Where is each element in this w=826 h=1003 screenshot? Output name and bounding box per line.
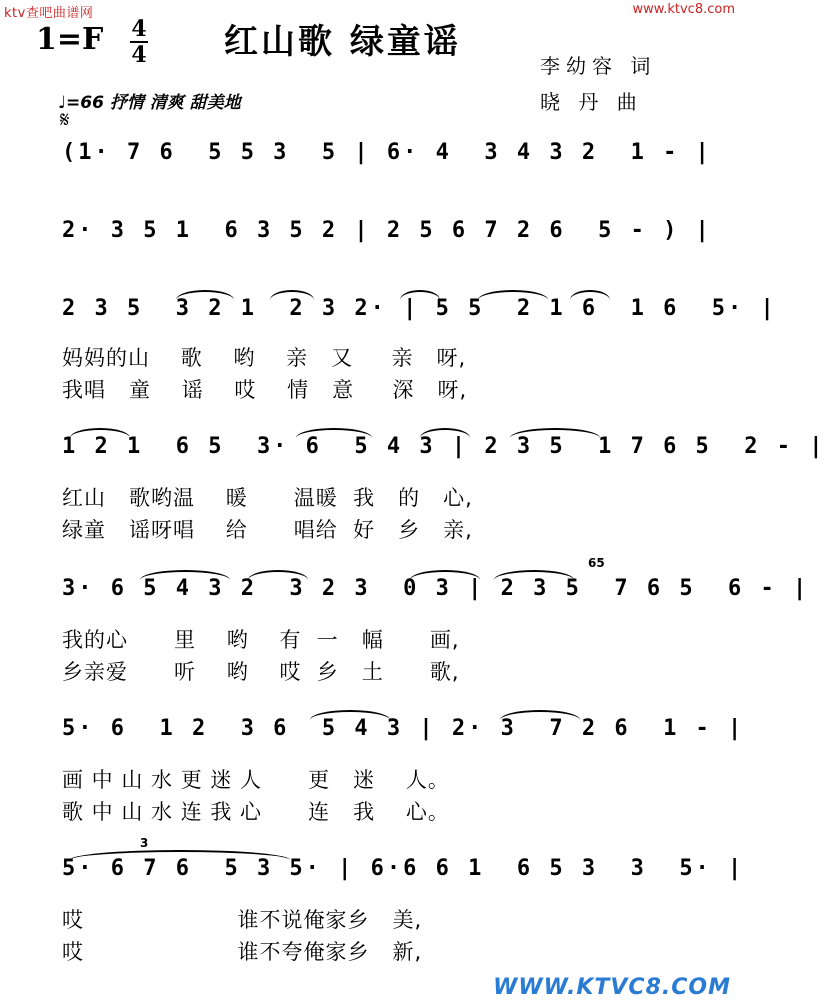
triplet-mark: 3	[140, 836, 149, 850]
lyricist-credit: 李幼容 词	[540, 54, 657, 78]
score-line-7-notes: 5· 6 7 6 5 3 5· | 6·6 6 1 6 5 3 3 5· |	[62, 856, 745, 881]
lyric-line-5-verse-1: 我的心 里 哟 有 一 幅 画,	[62, 628, 460, 652]
score-line-6-notes: 5· 6 1 2 3 6 5 4 3 | 2· 3 7 2 6 1 - |	[62, 716, 745, 741]
song-title: 红山歌 绿童谣	[224, 22, 461, 62]
slur	[296, 428, 372, 438]
watermark-top-left: ktv查吧曲谱网	[4, 6, 94, 21]
slur	[478, 290, 548, 300]
time-signature-bottom: 4	[131, 42, 147, 68]
tempo-marking: ♩=66 抒情 清爽 甜美地	[58, 93, 241, 113]
score-line-5-notes: 3· 6 5 4 3 2 3 2 3 0 3 | 2 3 5 7 6 5 6 - |	[62, 576, 810, 601]
score-line-4-notes: 1 2 1 6 5 3· 6 5 4 3 | 2 3 5 1 7 6 5 2 - |	[62, 434, 826, 459]
slur	[270, 290, 314, 300]
slur	[570, 290, 610, 300]
segno-icon: 𝄋	[60, 108, 70, 133]
lyric-line-3-verse-2: 我唱 童 谣 哎 情 意 深 呀,	[62, 378, 468, 402]
time-signature	[130, 18, 148, 66]
slur	[420, 428, 470, 438]
watermark-bottom-right: WWW.KTVC8.COM	[493, 975, 731, 1000]
lyric-line-7-verse-1: 哎 谁不说俺家乡 美,	[62, 908, 423, 932]
lyric-line-6-verse-1: 画 中 山 水 更 迷 人 更 迷 人。	[62, 768, 450, 792]
slur	[510, 428, 600, 438]
lyric-line-6-verse-2: 歌 中 山 水 连 我 心 连 我 心。	[62, 800, 450, 824]
grace-note: 65	[588, 556, 605, 570]
slur	[70, 850, 290, 860]
slur	[500, 710, 580, 720]
composer-credit: 晓 丹 曲	[540, 90, 643, 114]
lyric-line-3-verse-1: 妈妈的山 歌 哟 亲 又 亲 呀,	[62, 346, 467, 370]
slur	[410, 570, 480, 580]
slur	[400, 290, 440, 300]
slur	[248, 570, 308, 580]
score-line-1-notes: (1· 7 6 5 5 3 5 | 6· 4 3 4 3 2 1 - |	[62, 140, 712, 165]
slur	[176, 290, 234, 300]
key-signature: 1=F	[36, 22, 104, 57]
slur	[310, 710, 390, 720]
lyric-line-7-verse-2: 哎 谁不夸俺家乡 新,	[62, 940, 423, 964]
time-signature-top: 4	[131, 16, 147, 42]
slur	[140, 570, 230, 580]
score-line-2-notes: 2· 3 5 1 6 3 5 2 | 2 5 6 7 2 6 5 - ) |	[62, 218, 712, 243]
lyric-line-4-verse-2: 绿童 谣呀唱 给 唱给 好 乡 亲,	[62, 518, 473, 542]
slur	[494, 570, 574, 580]
watermark-top-right: www.ktvc8.com	[632, 2, 735, 17]
lyric-line-4-verse-1: 红山 歌哟温 暖 温暖 我 的 心,	[62, 486, 473, 510]
score-line-3-notes: 2 3 5 3 2 1 2 3 2· | 5 5 2 1 6 1 6 5· |	[62, 296, 777, 321]
slur	[70, 428, 130, 438]
lyric-line-5-verse-2: 乡亲爱 听 哟 哎 乡 土 歌,	[62, 660, 460, 684]
